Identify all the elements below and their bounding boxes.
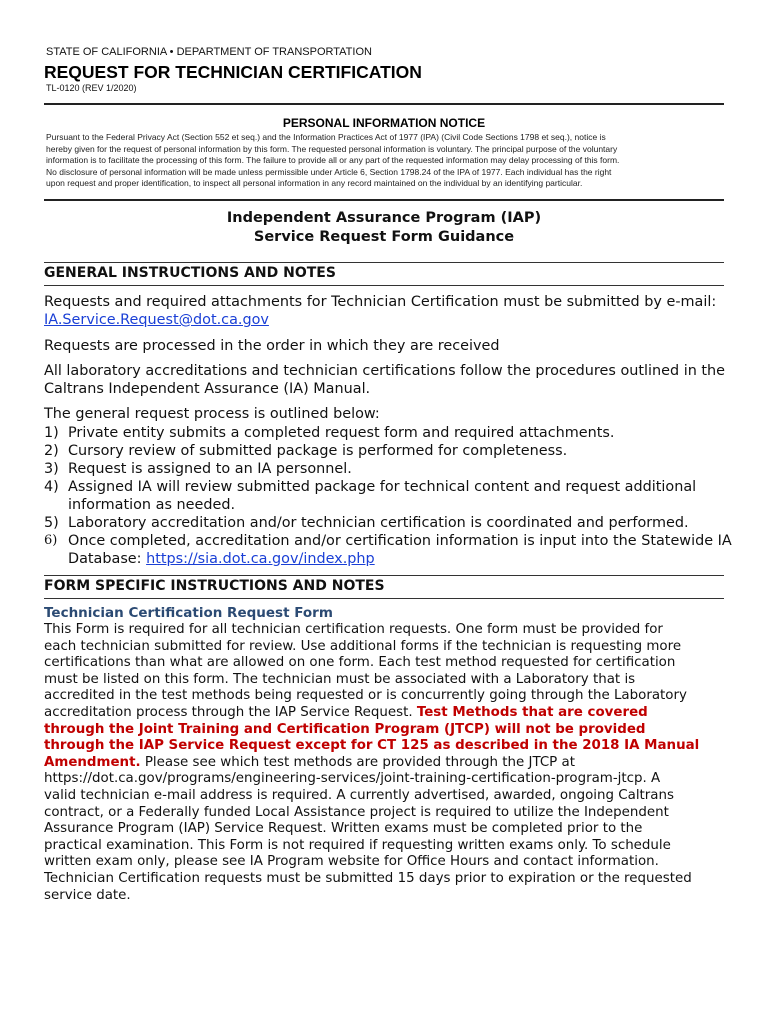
step-text: Cursory review of submitted package is performed for completeness. [68, 443, 568, 459]
body-text: accreditation process through the IAP Service Request. [44, 704, 417, 720]
step-number: 6) [44, 533, 58, 548]
step-text: Once completed, accreditation and/or certification information is input into the Statewide IA Database: [68, 533, 732, 567]
list-item [44, 478, 734, 514]
body-line: valid technician e-mail address is required. A currently advertised, awarded, ongoing Caltrans [44, 787, 674, 803]
privacy-notice-heading: PERSONAL INFORMATION NOTICE [282, 116, 486, 130]
body-line: accredited in the test methods being requested or is concurrently going through the Laboratory [44, 688, 687, 704]
technician-form-subheading: Technician Certification Request Form [44, 605, 333, 621]
form-number: TL-0120 (REV 1/2020) [46, 83, 137, 93]
step-text: Assigned IA will review submitted package for technical content and request additional information as needed. [68, 479, 697, 513]
step-text: Request is assigned to an IA personnel. [68, 461, 352, 477]
form-specific-body [44, 622, 734, 904]
divider [44, 199, 724, 201]
privacy-notice-line: information is to facilitate the processing of this form. The failure to provide all or any part of the requested information may delay processing of this form. [46, 155, 620, 166]
list-item [44, 532, 734, 568]
form-title: REQUEST FOR TECHNICIAN CERTIFICATION [44, 62, 422, 82]
jtcp-warning-text: Test Methods that are covered [416, 704, 648, 720]
jtcp-warning-line: through the IAP Service Request except for CT 125 as described in the 2018 IA Manual [44, 738, 700, 754]
list-item [44, 460, 734, 478]
body-line [44, 705, 734, 722]
step-number: 4) [44, 479, 59, 495]
privacy-notice-line: upon request and proper identification, to inspect all personal information in any record maintained on the individual by an identifying particular. [46, 178, 583, 189]
body-line: must be listed on this form. The technician must be associated with a Laboratory that is [44, 671, 636, 687]
body-line: written exam only, please see IA Program website for Office Hours and contact information. [44, 854, 659, 870]
list-item [44, 442, 734, 460]
step-number: 2) [44, 443, 59, 459]
submission-text: Requests and required attachments for Technician Certification must be submitted by e-mail: [44, 294, 717, 310]
body-line: each technician submitted for review. Use additional forms if the technician is requesting more [44, 638, 682, 654]
email-link[interactable]: IA.Service.Request@dot.ca.gov [44, 312, 269, 328]
guidance-title-line: Service Request Form Guidance [253, 229, 515, 245]
process-steps-list [44, 424, 734, 568]
body-line: Assurance Program (IAP) Service Request. Written exams must be completed prior to the [44, 821, 643, 837]
form-specific-heading: FORM SPECIFIC INSTRUCTIONS AND NOTES [44, 578, 385, 594]
step-number: 1) [44, 425, 59, 441]
divider [44, 103, 724, 105]
list-item [44, 514, 734, 532]
list-item [44, 424, 734, 442]
guidance-title [44, 209, 724, 247]
privacy-notice-body [46, 132, 730, 190]
section-divider [44, 575, 724, 576]
ia-database-link[interactable]: https://sia.dot.ca.gov/index.php [146, 551, 375, 567]
steps-intro: The general request process is outlined below: [44, 406, 380, 422]
guidance-title-line: Independent Assurance Program (IAP) [226, 210, 542, 226]
step-text: Private entity submits a completed request form and required attachments. [68, 425, 615, 441]
step-text: Laboratory accreditation and/or technician certification is coordinated and performed. [68, 515, 689, 531]
section-divider [44, 598, 724, 599]
body-line: Technician Certification requests must be submitted 15 days prior to expiration or the requested [44, 870, 692, 886]
processing-order-paragraph: Requests are processed in the order in which they are received [44, 338, 500, 354]
agency-header: STATE OF CALIFORNIA • DEPARTMENT OF TRANSPORTATION [46, 46, 372, 58]
jtcp-warning-line: through the Joint Training and Certification Program (JTCP) will not be provided [44, 721, 646, 737]
privacy-notice-line: hereby given for the request of personal information by this form. The requested personal information is voluntary. The principal purpose of the voluntary [46, 143, 618, 154]
step-number: 3) [44, 461, 59, 477]
body-line: certifications than what are allowed on one form. Each test method requested for certification [44, 655, 676, 671]
privacy-notice-line: No disclosure of personal information will be made unless permissible under Article 6, Section 1798.24 of the IPA of 1977. Each individual has the right [46, 166, 612, 177]
section-divider [44, 285, 724, 286]
privacy-notice-line: Pursuant to the Federal Privacy Act (Section 552 et seq.) and the Information Practices Act of 1977 (IPA) (Civil Code Sections 1798 et seq.), notice is [46, 132, 606, 142]
body-text: Please see which test methods are provided through the JTCP at [140, 754, 575, 770]
body-line: practical examination. This Form is not required if requesting written exams only. To schedule [44, 837, 671, 853]
jtcp-url-line: https://dot.ca.gov/programs/engineering-services/joint-training-certification-program-jtcp. A [44, 771, 661, 787]
section-divider [44, 262, 724, 263]
body-line: service date. [44, 887, 131, 903]
procedures-paragraph: All laboratory accreditations and technician certifications follow the procedures outlined in the Caltrans Independent Assurance (IA) Manual. [44, 363, 726, 397]
submission-paragraph [44, 293, 729, 329]
general-instructions-heading: GENERAL INSTRUCTIONS AND NOTES [44, 265, 336, 281]
body-line [44, 755, 734, 772]
step-number: 5) [44, 515, 59, 531]
jtcp-warning-text: Amendment. [44, 754, 141, 770]
body-line: This Form is required for all technician certification requests. One form must be provided for [44, 622, 663, 637]
body-line: contract, or a Federally funded Local Assistance project is required to utilize the Independent [44, 804, 669, 820]
